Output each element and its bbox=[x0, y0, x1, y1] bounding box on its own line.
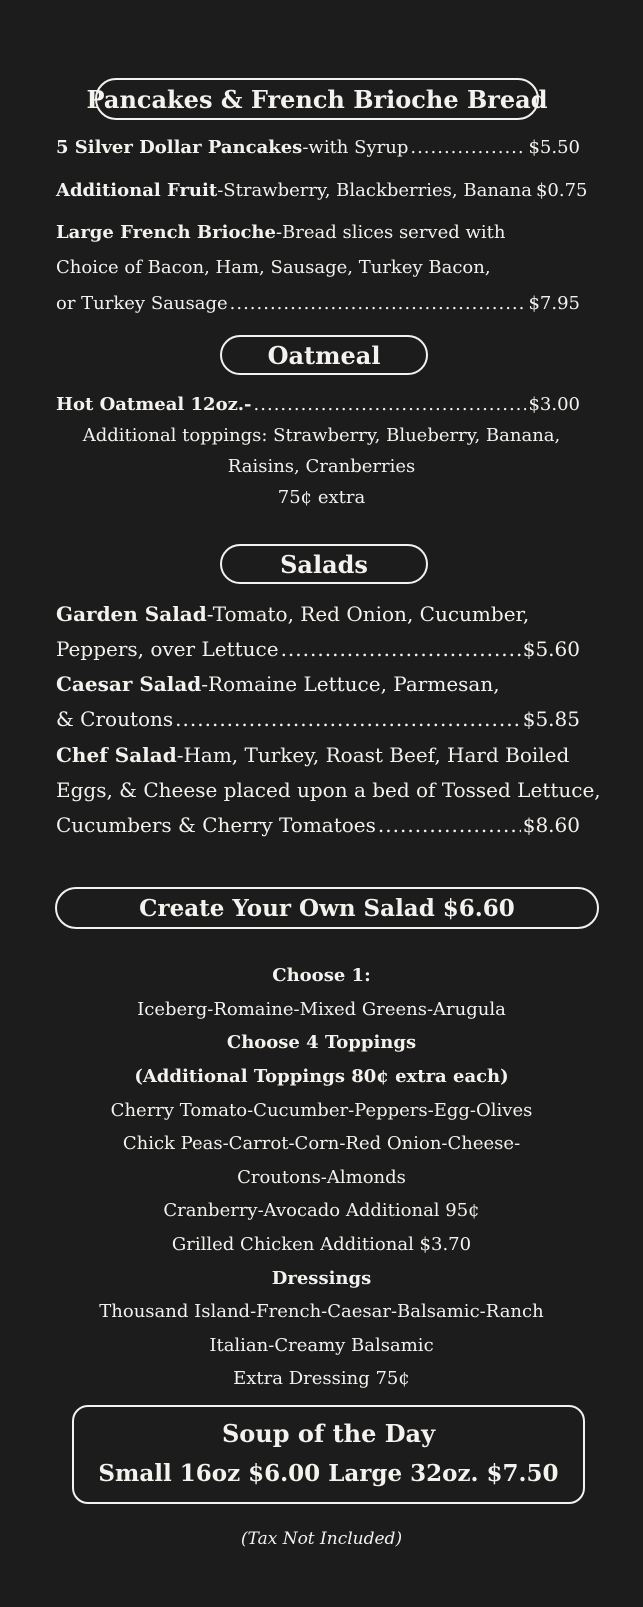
item-name: 5 Silver Dollar Pancakes bbox=[56, 137, 303, 158]
menu-item-french-brioche-line1 bbox=[56, 222, 596, 243]
item-price: $8.60 bbox=[522, 813, 580, 837]
dot-leader bbox=[378, 813, 521, 837]
item-name: Garden Salad bbox=[56, 602, 207, 626]
item-description: -with Syrup bbox=[302, 137, 409, 158]
item-price: $3.00 bbox=[528, 394, 580, 415]
menu-item-french-brioche-line3 bbox=[56, 293, 580, 314]
tax-note: (Tax Not Included) bbox=[240, 1529, 403, 1549]
menu-item-caesar-salad-line1 bbox=[56, 672, 596, 696]
item-description: -Ham, Turkey, Roast Beef, Hard Boiled bbox=[176, 743, 570, 767]
oatmeal-note-line3: 75¢ extra bbox=[277, 487, 366, 508]
item-name: Chef Salad bbox=[56, 743, 177, 767]
item-description: Peppers, over Lettuce bbox=[56, 637, 279, 661]
item-name: Additional Fruit bbox=[56, 180, 218, 201]
pancakes-heading: Pancakes & French Brioche Bread bbox=[95, 78, 539, 120]
item-name: Large French Brioche bbox=[56, 222, 276, 243]
menu-item-chef-salad-line2 bbox=[56, 778, 601, 802]
item-description: Cucumbers & Cherry Tomatoes bbox=[56, 813, 376, 837]
additional-toppings-note: (Additional Toppings 80¢ extra each) bbox=[134, 1066, 509, 1087]
dressings-label: Dressings bbox=[271, 1268, 372, 1289]
menu-item-garden-salad-line1 bbox=[56, 602, 596, 626]
item-description: Eggs, & Cheese placed upon a bed of Tossed Lettuce, bbox=[56, 778, 601, 802]
premium-toppings-line2: Grilled Chicken Additional $3.70 bbox=[171, 1234, 472, 1255]
menu-item-french-brioche-line2 bbox=[56, 257, 596, 278]
dressings-line1: Thousand Island-French-Caesar-Balsamic-Ranch bbox=[99, 1301, 544, 1322]
item-price: $0.75 bbox=[535, 180, 588, 201]
item-description: -Strawberry, Blackberries, Banana bbox=[217, 180, 532, 201]
dot-leader bbox=[175, 707, 521, 731]
menu-item-additional-fruit bbox=[56, 180, 588, 201]
item-description: & Croutons bbox=[56, 707, 174, 731]
menu-item-silver-dollar-pancakes bbox=[56, 137, 580, 158]
menu-item-caesar-salad-line2 bbox=[56, 707, 580, 731]
dressings-line2: Italian-Creamy Balsamic bbox=[209, 1335, 434, 1356]
item-name: Caesar Salad bbox=[56, 672, 202, 696]
item-name: Hot Oatmeal 12oz.- bbox=[56, 394, 252, 415]
item-description: -Romaine Lettuce, Parmesan, bbox=[201, 672, 500, 696]
greens-options: Iceberg-Romaine-Mixed Greens-Arugula bbox=[137, 999, 506, 1020]
dressings-line3: Extra Dressing 75¢ bbox=[233, 1368, 410, 1389]
soup-of-the-day-box bbox=[72, 1405, 585, 1504]
choose-4-label: Choose 4 Toppings bbox=[226, 1032, 417, 1053]
item-description: or Turkey Sausage bbox=[56, 293, 228, 314]
dot-leader bbox=[410, 137, 526, 158]
dot-leader bbox=[281, 637, 521, 661]
premium-toppings-line1: Cranberry-Avocado Additional 95¢ bbox=[163, 1200, 480, 1221]
oatmeal-note-line2: Raisins, Cranberries bbox=[227, 456, 416, 477]
menu-item-hot-oatmeal bbox=[56, 394, 580, 415]
dot-leader bbox=[230, 293, 527, 314]
item-price: $7.95 bbox=[528, 293, 580, 314]
item-price: $5.60 bbox=[522, 637, 580, 661]
oatmeal-heading: Oatmeal bbox=[220, 335, 428, 375]
soup-prices: Small 16oz $6.00 Large 32oz. $7.50 bbox=[98, 1460, 559, 1487]
toppings-line3: Croutons-Almonds bbox=[237, 1167, 406, 1188]
item-price: $5.50 bbox=[528, 137, 580, 158]
create-salad-heading: Create Your Own Salad $6.60 bbox=[55, 887, 599, 929]
oatmeal-note-line1: Additional toppings: Strawberry, Blueberry, Banana, bbox=[82, 425, 561, 446]
item-price: $5.85 bbox=[522, 707, 580, 731]
menu-item-chef-salad-line1 bbox=[56, 743, 596, 767]
menu-item-garden-salad-line2 bbox=[56, 637, 580, 661]
item-description: -Tomato, Red Onion, Cucumber, bbox=[206, 602, 530, 626]
menu-item-chef-salad-line3 bbox=[56, 813, 580, 837]
toppings-line1: Cherry Tomato-Cucumber-Peppers-Egg-Olives bbox=[110, 1100, 533, 1121]
item-description: Choice of Bacon, Ham, Sausage, Turkey Bacon, bbox=[56, 257, 491, 278]
salads-heading: Salads bbox=[220, 544, 428, 584]
dot-leader bbox=[254, 394, 527, 415]
item-description: -Bread slices served with bbox=[275, 222, 506, 243]
toppings-line2: Chick Peas-Carrot-Corn-Red Onion-Cheese- bbox=[122, 1133, 521, 1154]
choose-1-label: Choose 1: bbox=[272, 965, 371, 986]
soup-title: Soup of the Day bbox=[221, 1419, 436, 1448]
